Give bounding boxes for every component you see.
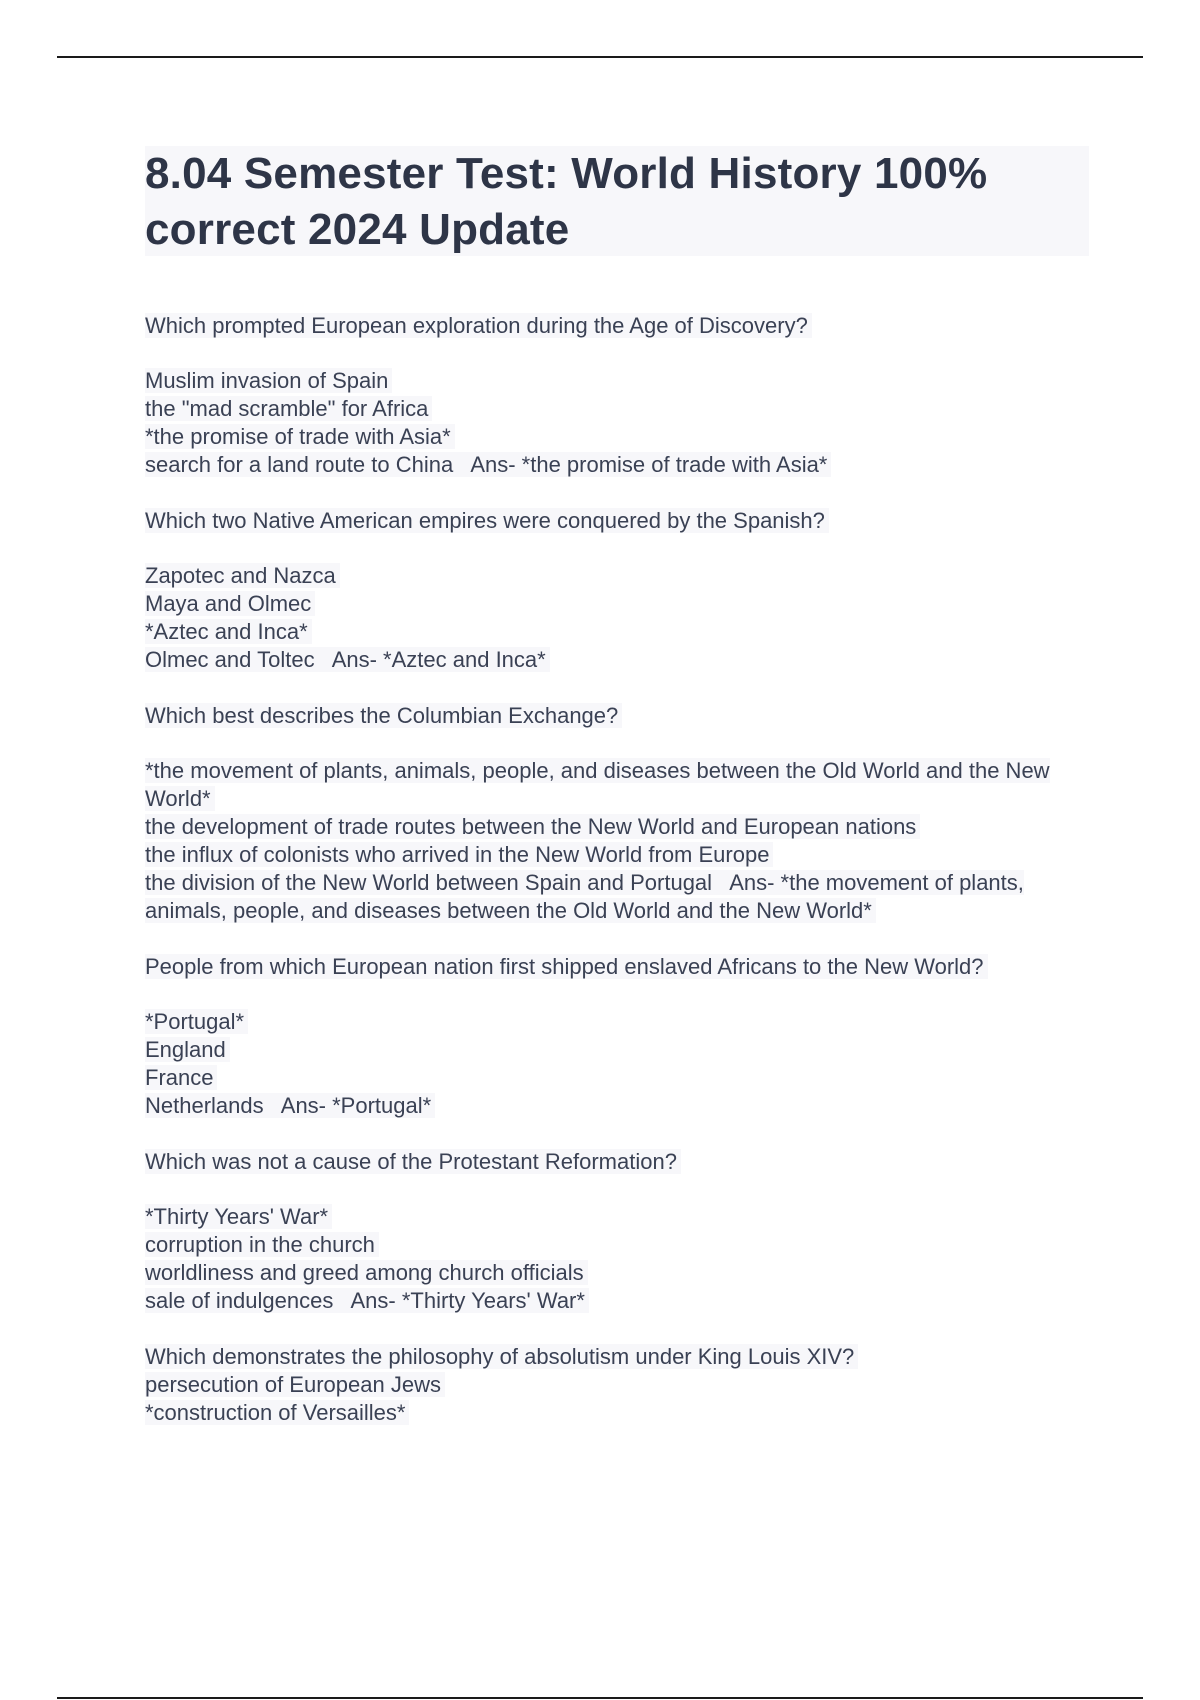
question-block bbox=[145, 507, 1105, 674]
question-list bbox=[145, 312, 1105, 1455]
answer-option: search for a land route to China bbox=[145, 452, 454, 477]
answer-option: *the movement of plants, animals, people, and diseases between the Old World and the New World* bbox=[145, 758, 1050, 811]
answer-option: Netherlands bbox=[145, 1093, 264, 1118]
answer-option: Olmec and Toltec bbox=[145, 647, 315, 672]
answer-option: *Portugal* bbox=[145, 1009, 248, 1034]
answer-option: England bbox=[145, 1037, 230, 1062]
question-block bbox=[145, 702, 1105, 925]
correct-answer: Ans- *the movement of plants, animals, people, and diseases between the Old World and the New World* bbox=[145, 870, 1024, 923]
answer-option: the influx of colonists who arrived in the New World from Europe bbox=[145, 842, 773, 867]
question-block bbox=[145, 953, 1105, 1120]
top-divider bbox=[57, 56, 1143, 58]
answer-option: Zapotec and Nazca bbox=[145, 563, 340, 588]
question-text: People from which European nation first shipped enslaved Africans to the New World? bbox=[145, 954, 988, 979]
answer-option: *construction of Versailles* bbox=[145, 1400, 409, 1425]
document-title: 8.04 Semester Test: World History 100% correct 2024 Update bbox=[145, 149, 988, 254]
question-block bbox=[145, 1148, 1105, 1315]
correct-answer: Ans- *Thirty Years' War* bbox=[350, 1288, 585, 1313]
bottom-divider bbox=[57, 1697, 1143, 1699]
question-text: Which demonstrates the philosophy of absolutism under King Louis XIV? bbox=[145, 1344, 858, 1369]
question-text: Which prompted European exploration during the Age of Discovery? bbox=[145, 313, 812, 338]
answer-option: Muslim invasion of Spain bbox=[145, 368, 392, 393]
correct-answer: Ans- *Aztec and Inca* bbox=[331, 647, 546, 672]
question-text: Which was not a cause of the Protestant Reformation? bbox=[145, 1149, 681, 1174]
answer-option: *the promise of trade with Asia* bbox=[145, 424, 455, 449]
answer-option: *Thirty Years' War* bbox=[145, 1204, 332, 1229]
answer-option: sale of indulgences bbox=[145, 1288, 334, 1313]
answer-option: the development of trade routes between the New World and European nations bbox=[145, 814, 920, 839]
answer-option: the "mad scramble" for Africa bbox=[145, 396, 432, 421]
correct-answer: Ans- *Portugal* bbox=[280, 1093, 432, 1118]
question-block bbox=[145, 1343, 1105, 1427]
question-text: Which two Native American empires were conquered by the Spanish? bbox=[145, 508, 829, 533]
answer-option: worldliness and greed among church officials bbox=[145, 1260, 588, 1285]
question-block bbox=[145, 312, 1105, 479]
answer-option: Maya and Olmec bbox=[145, 591, 315, 616]
correct-answer: Ans- *the promise of trade with Asia* bbox=[470, 452, 828, 477]
answer-option: corruption in the church bbox=[145, 1232, 379, 1257]
question-text: Which best describes the Columbian Exchange? bbox=[145, 703, 622, 728]
answer-option: persecution of European Jews bbox=[145, 1372, 445, 1397]
answer-option: *Aztec and Inca* bbox=[145, 619, 312, 644]
answer-option: France bbox=[145, 1065, 217, 1090]
answer-option: the division of the New World between Spain and Portugal bbox=[145, 870, 713, 895]
